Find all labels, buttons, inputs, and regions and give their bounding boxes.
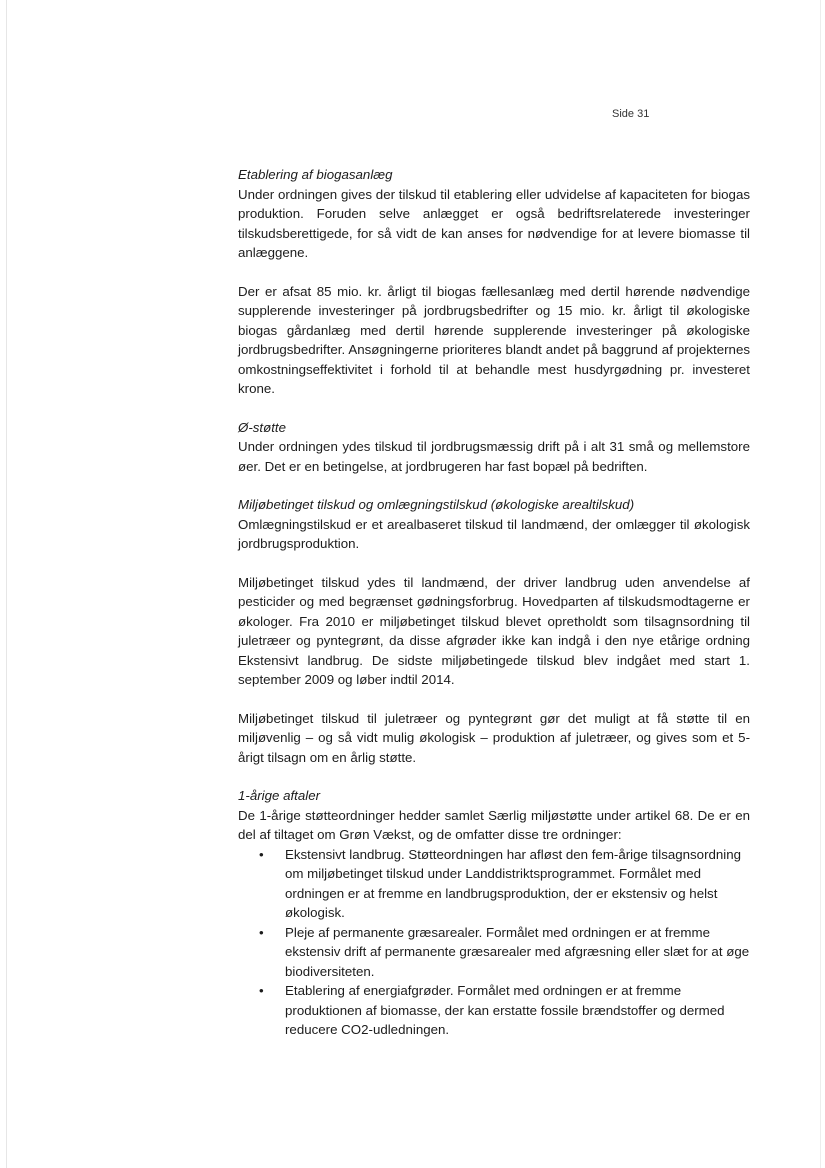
section-heading: Ø-støtte xyxy=(238,419,287,435)
bullet-icon: • xyxy=(259,924,264,940)
section-heading: Etablering af biogasanlæg xyxy=(238,167,393,182)
list-item xyxy=(238,923,750,982)
list-item xyxy=(238,981,750,1040)
paragraph: Miljøbetinget tilskud til juletræer og pyntegrønt gør det muligt at få støtte til en miljøvenlig – og så vidt mulig økologisk – produktion af juletræer, og gives som et 5-årigt tilsagn om en årlig støtte. xyxy=(238,710,750,765)
list-item xyxy=(238,845,750,923)
list-item-text: Etablering af energiafgrøder. Formålet med ordningen er at fremme produktionen af biomasse, der kan erstatte fossile brændstoffer og dermed reducere CO2-udledningen. xyxy=(285,983,725,1037)
scan-edge-left xyxy=(6,0,7,1168)
bullet-icon: • xyxy=(259,846,264,862)
document-body xyxy=(238,165,750,1059)
page-number: Side 31 xyxy=(612,108,650,120)
section-oe-stoette xyxy=(238,418,750,477)
section-heading: 1-årige aftaler xyxy=(238,788,321,803)
list-item-text: Pleje af permanente græsarealer. Formålet med ordningen er at fremme ekstensiv drift af permanente græsarealer med afgræsning eller slæt for at øge biodiversiteten. xyxy=(285,924,750,979)
section-biogas xyxy=(238,165,750,399)
paragraph: Der er afsat 85 mio. kr. årligt til biogas fællesanlæg med dertil hørende nødvendige supplerende investeringer på jordbrugsbedrifter og 15 mio. kr. årligt til økologiske biogas gårdanlæg med dertil hørende supplerende investeringer på økologiske jordbrugsbedrifter. Ansøgningerne prioriteres blandt andet på baggrund af projekternes omkostningseffektivitet i forhold til at behandle mest husdyrgødning pr. investeret krone. xyxy=(238,283,750,396)
section-miljoebetinget-tilskud xyxy=(238,495,750,767)
paragraph: Miljøbetinget tilskud ydes til landmænd, der driver landbrug uden anvendelse af pesticider og med begrænset gødningsforbrug. Hovedparten af tilskudsmodtagerne er økologer. Fra 2010 er miljøbetinget tilskud blevet opretholdt som tilsagnsordning til juletræer og pyntegrønt, da disse afgrøder ikke kan indgå i den nye etårige ordning Ekstensivt landbrug. De sidste miljøbetingede tilskud blev indgået med start 1. september 2009 og løber indtil 2014. xyxy=(238,574,750,687)
section-1-aarige-aftaler xyxy=(238,786,750,1040)
paragraph: Under ordningen ydes tilskud til jordbrugsmæssig drift på i alt 31 små og mellemstore øer. Det er en betingelse, at jordbrugeren har fast bopæl på bedriften. xyxy=(238,439,750,474)
section-heading: Miljøbetinget tilskud og omlægningstilskud (økologiske arealtilskud) xyxy=(238,497,635,512)
scan-edge-right xyxy=(820,0,821,1168)
list-item-text: Ekstensivt landbrug. Støtteordningen har afløst den fem-årige tilsagnsordning om miljøbetinget tilskud under Landdistriktsprogrammet. Formålet med ordningen er at fremme en landbrugsproduktion, der er ekstensiv og helst økologisk. xyxy=(285,846,742,920)
bullet-icon: • xyxy=(259,983,264,998)
ordninger-list xyxy=(238,845,750,1040)
paragraph: De 1-årige støtteordninger hedder samlet Særlig miljøstøtte under artikel 68. De er en del af tiltaget om Grøn Vækst, og de omfatter disse tre ordninger: xyxy=(238,807,750,842)
paragraph: Under ordningen gives der tilskud til etablering eller udvidelse af kapaciteten for biogas produktion. Foruden selve anlægget er også bedriftsrelaterede investeringer tilskudsberettigede, for så vidt de kan anses for nødvendige for at levere biomasse til anlæggene. xyxy=(238,186,750,260)
paragraph: Omlægningstilskud er et arealbaseret tilskud til landmænd, der omlægger til økologisk jordbrugsproduktion. xyxy=(238,516,750,551)
